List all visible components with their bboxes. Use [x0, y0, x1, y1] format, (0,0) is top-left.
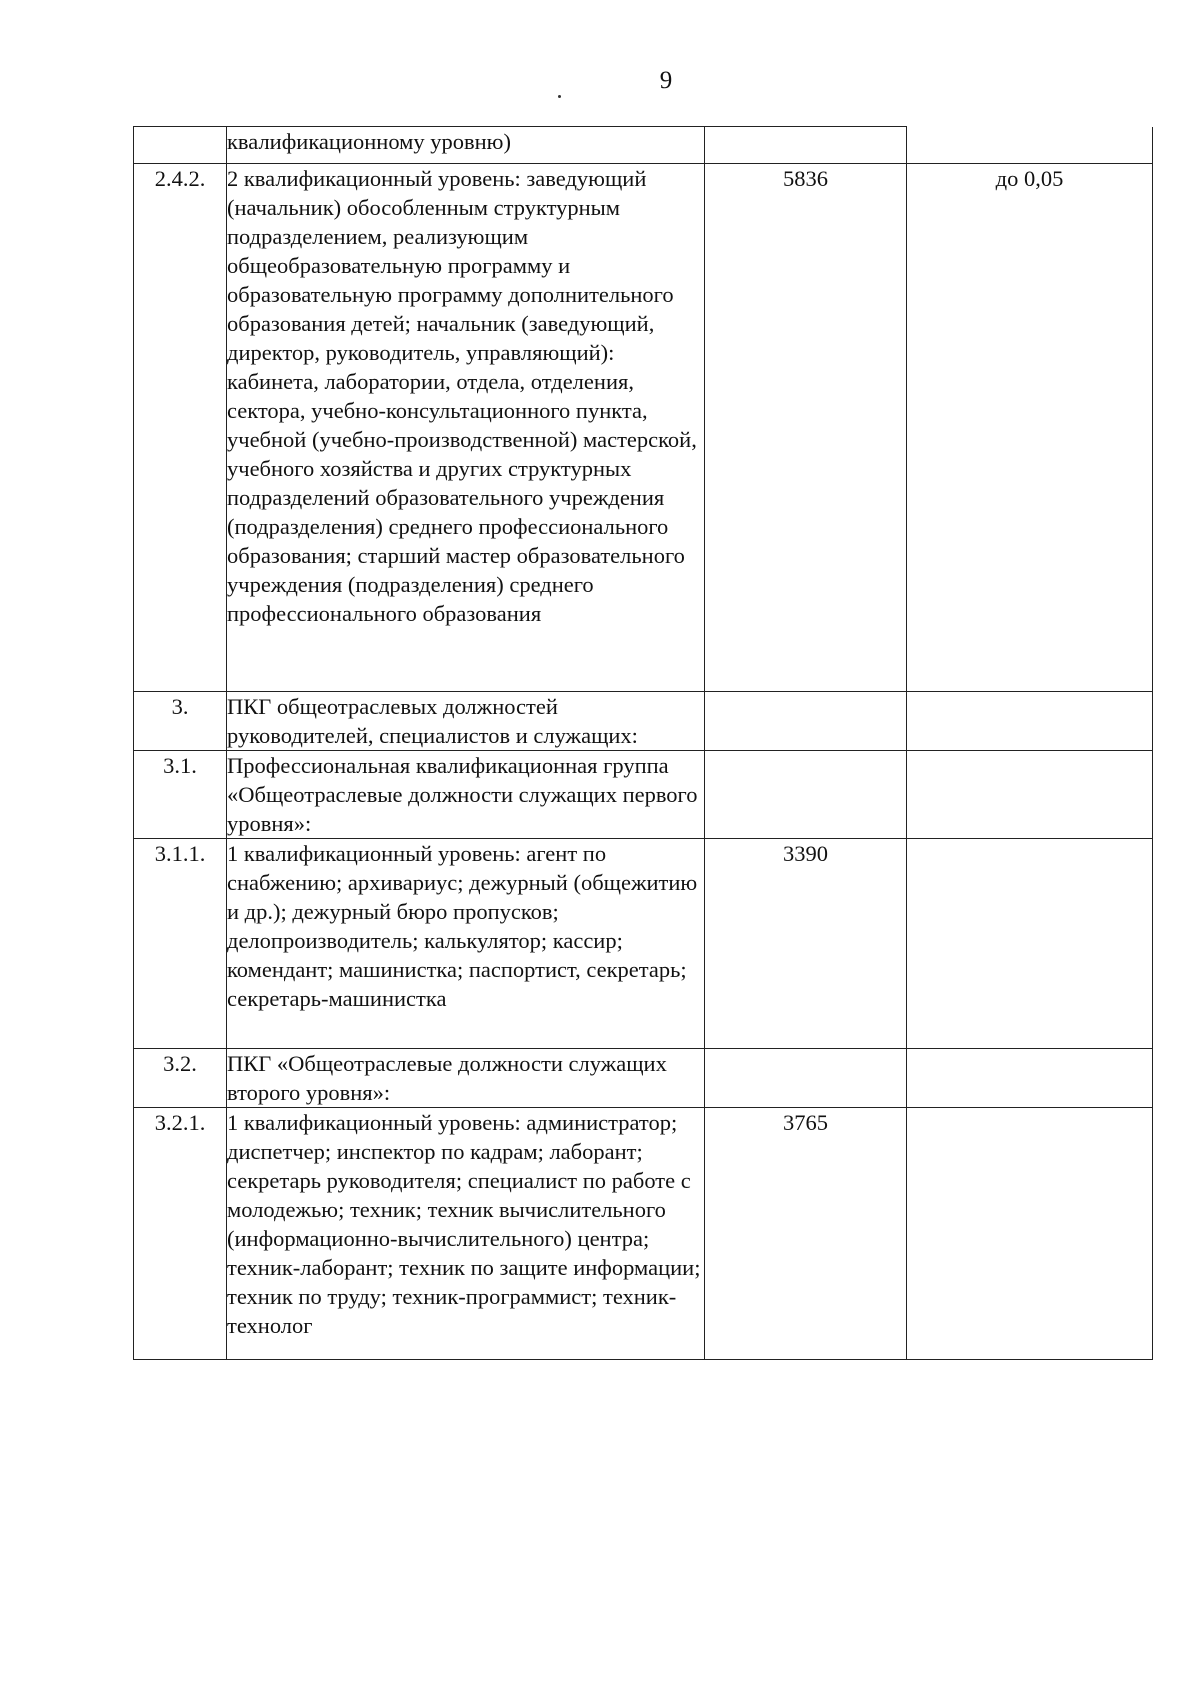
table-row [134, 127, 1153, 164]
position-description: квалификационному уровню) [227, 127, 705, 164]
row-number: 3.1.1. [134, 839, 227, 1049]
coefficient-value [907, 1049, 1153, 1108]
table-row [134, 1049, 1153, 1108]
scan-speck [558, 95, 561, 98]
salary-value [705, 1049, 907, 1108]
row-number: 2.4.2. [134, 164, 227, 692]
page-number: 9 [659, 67, 673, 94]
coefficient-value [907, 839, 1153, 1049]
table-row [134, 839, 1153, 1049]
salary-table [133, 126, 1153, 1360]
table-row [134, 692, 1153, 751]
salary-value: 3765 [705, 1108, 907, 1360]
table-row [134, 1108, 1153, 1360]
position-description: Профессиональная квалификационная группа «Общеотраслевые должности служащих первого уровня»: [227, 751, 705, 839]
position-description: ПКГ «Общеотраслевые должности служащих второго уровня»: [227, 1049, 705, 1108]
salary-value: 3390 [705, 839, 907, 1049]
coefficient-value [907, 751, 1153, 839]
row-number: 3. [134, 692, 227, 751]
table-row [134, 164, 1153, 692]
coefficient-value: до 0,05 [907, 164, 1153, 692]
position-description: 2 квалификационный уровень: заведующий (начальник) обособленным структурным подразделением, реализующим общеобразовательную программу и образовательную программу дополнительного образования детей; начальник (заведующий, директор, руководитель, управляющий): кабинета, лаборатории, отдела, отделения, сектора, учебно-консультационного пункта, учебной (учебно-производственной) мастерской, учебного хозяйства и других структурных подразделений образовательного учреждения (подразделения) среднего профессионального образования; старший мастер образовательного учреждения (подразделения) среднего профессионального образования [227, 164, 705, 692]
row-number: 3.2. [134, 1049, 227, 1108]
row-number: 3.2.1. [134, 1108, 227, 1360]
coefficient-value [907, 1108, 1153, 1360]
coefficient-value [907, 127, 1153, 164]
salary-value [705, 127, 907, 164]
position-description: ПКГ общеотраслевых должностей руководителей, специалистов и служащих: [227, 692, 705, 751]
position-description: 1 квалификационный уровень: агент по снабжению; архивариус; дежурный (общежитию и др.); дежурный бюро пропусков; делопроизводитель; калькулятор; кассир; комендант; машинистка; паспортист, секретарь; секретарь-машинистка [227, 839, 705, 1049]
row-number [134, 127, 227, 164]
salary-value [705, 692, 907, 751]
table-row [134, 751, 1153, 839]
row-number: 3.1. [134, 751, 227, 839]
salary-value [705, 751, 907, 839]
coefficient-value [907, 692, 1153, 751]
position-description: 1 квалификационный уровень: администратор; диспетчер; инспектор по кадрам; лаборант; секретарь руководителя; специалист по работе с молодежью; техник; техник вычислительного (информационно-вычислительного) центра; техник-лаборант; техник по защите информации; техник по труду; техник-программист; техник-технолог [227, 1108, 705, 1360]
salary-value: 5836 [705, 164, 907, 692]
